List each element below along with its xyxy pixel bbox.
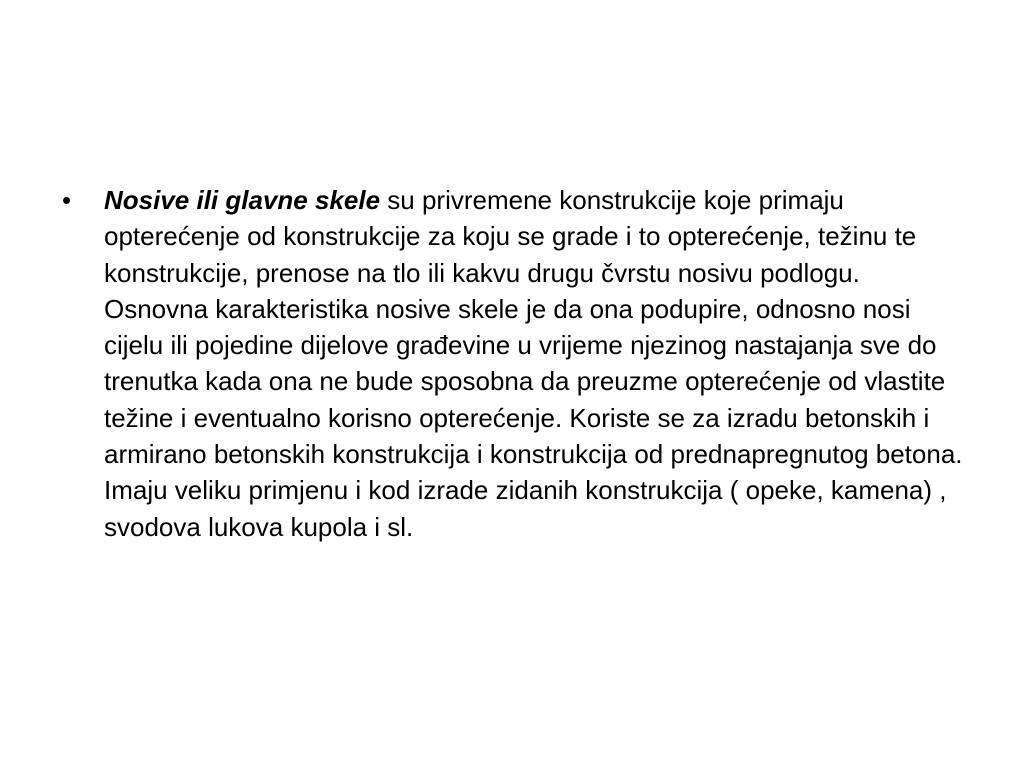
bullet-body-text: su privremene konstrukcije koje primaju opterećenje od konstrukcije za koju se grade i to opterećenje, težinu te konstrukcije, prenose na tlo ili kakvu drugu čvrstu nosivu podlogu. Osnovna karakteristika nosive skele je da ona podupire, odnosno nosi cijelu ili pojedine dijelove građevine u vrijeme njezinog nastajanja sve do trenutka kada ona ne bude sposobna da preuzme opterećenje od vlastite težine i eventualno korisno opterećenje. Koriste se za izradu betonskih i armirano betonskih konstrukcija i konstrukcija od prednapregnutog betona. Imaju veliku primjenu i kod izrade zidanih konstrukcija ( opeke, kamena) , svodova lukova kupola i sl.: [104, 185, 963, 542]
bullet-paragraph: [104, 182, 965, 545]
bullet-term: Nosive ili glavne skele: [104, 185, 381, 215]
bullet-item: [60, 182, 965, 545]
bullet-icon: •: [62, 185, 72, 215]
slide-content: [60, 182, 965, 545]
